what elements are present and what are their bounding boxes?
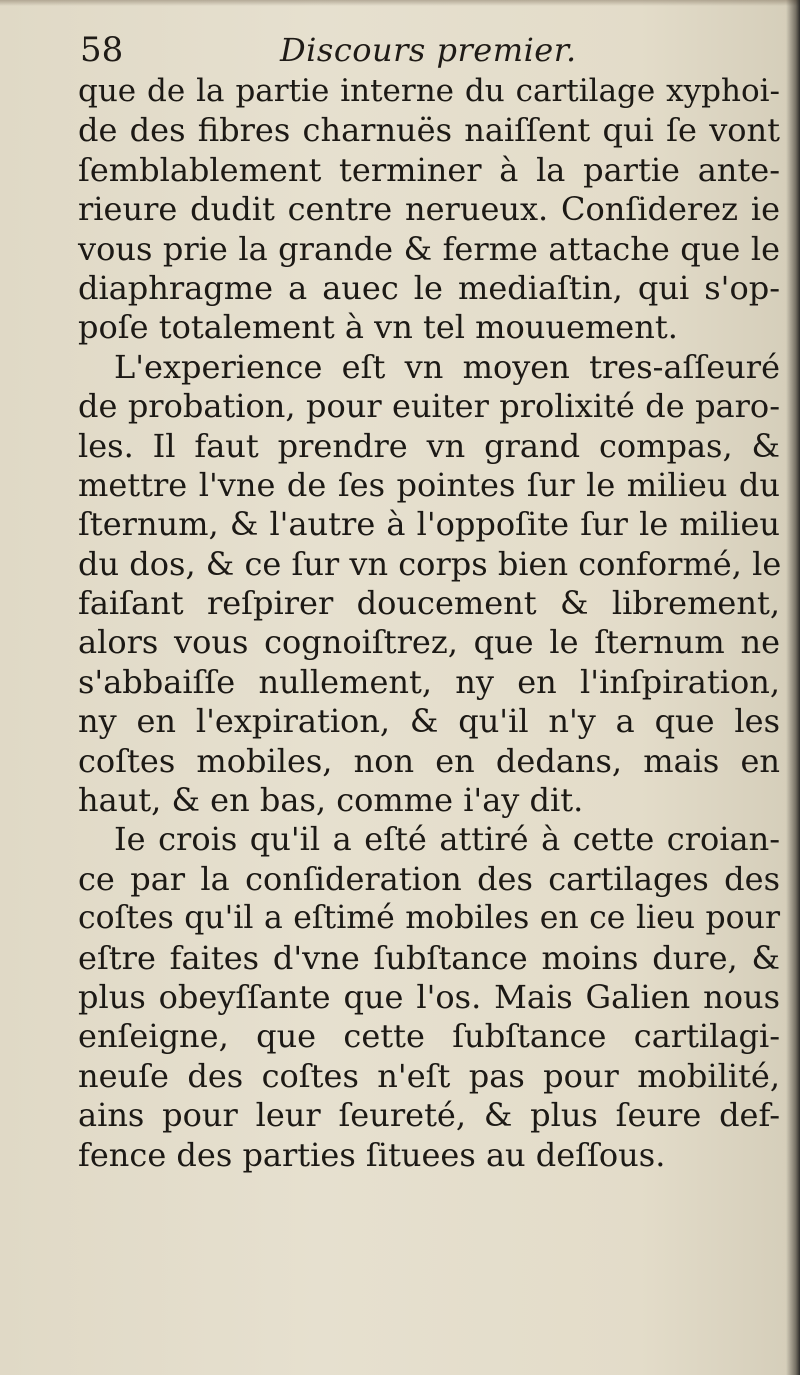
text-line: ſemblablement terminer à la partie ante-: [78, 150, 780, 189]
text-line: s'abbaiſſe nullement, ny en l'inſpiration,: [78, 662, 780, 701]
paragraph-first-line: Ie crois qu'il a eſté attiré à cette croian-: [114, 820, 780, 859]
text-line: enſeigne, que cette ſubſtance cartilagi-: [78, 1017, 780, 1056]
text-line: alors vous cognoiſtrez, que le ſternum ne: [78, 623, 780, 662]
running-title: Discours premier.: [280, 31, 577, 69]
text-line: faiſant reſpirer doucement & librement,: [78, 584, 780, 623]
text-line: diaphragme a auec le mediaſtin, qui s'op-: [78, 268, 780, 307]
text-line: eſtre faites d'vne ſubſtance moins dure, &: [78, 938, 780, 977]
page-number: 58: [80, 30, 124, 70]
text-line: de probation, pour euiter prolixité de paro-: [78, 387, 780, 426]
text-line: ny en l'expiration, & qu'il n'y a que les: [78, 702, 780, 741]
page-top-edge: [0, 0, 800, 6]
text-line: ains pour leur ſeureté, & plus ſeure def-: [78, 1096, 780, 1135]
text-line: ſternum, & l'autre à l'oppoſite ſur le milieu: [78, 505, 780, 544]
body-text: [78, 72, 780, 1175]
paragraph-last-line: haut, & en bas, comme i'ay dit.: [78, 781, 584, 820]
text-line: coſtes qu'il a eſtimé mobiles en ce lieu pour: [78, 900, 780, 937]
text-line: de des fibres charnuës naiſſent qui ſe vont: [78, 111, 780, 150]
text-line: neuſe des coſtes n'eſt pas pour mobilité,: [78, 1056, 780, 1095]
text-line: les. Il faut prendre vn grand compas, &: [78, 426, 780, 465]
gutter-shadow: [786, 0, 800, 1375]
text-line: ce par la conſideration des cartilages des: [78, 859, 780, 898]
text-line: que de la partie interne du cartilage xyphoi-: [78, 73, 780, 109]
paragraph-last-line: poſe totalement à vn tel mouuement.: [78, 308, 678, 347]
running-header: [80, 28, 770, 72]
text-line: mettre l'vne de ſes pointes ſur le milieu du: [78, 465, 780, 504]
text-line: coſtes mobiles, non en dedans, mais en: [78, 741, 780, 780]
paragraph-last-line: fence des parties ſituees au deſſous.: [78, 1135, 666, 1174]
text-line: rieure dudit centre nerueux. Conſiderez ie: [78, 190, 780, 229]
text-line: vous prie la grande & ferme attache que le: [78, 229, 780, 268]
paragraph-first-line: L'experience eſt vn moyen tres-aſſeuré: [114, 347, 780, 386]
text-line: plus obeyſſante que l'os. Mais Galien nous: [78, 977, 780, 1016]
text-line: du dos, & ce ſur vn corps bien conformé, le: [78, 544, 782, 583]
